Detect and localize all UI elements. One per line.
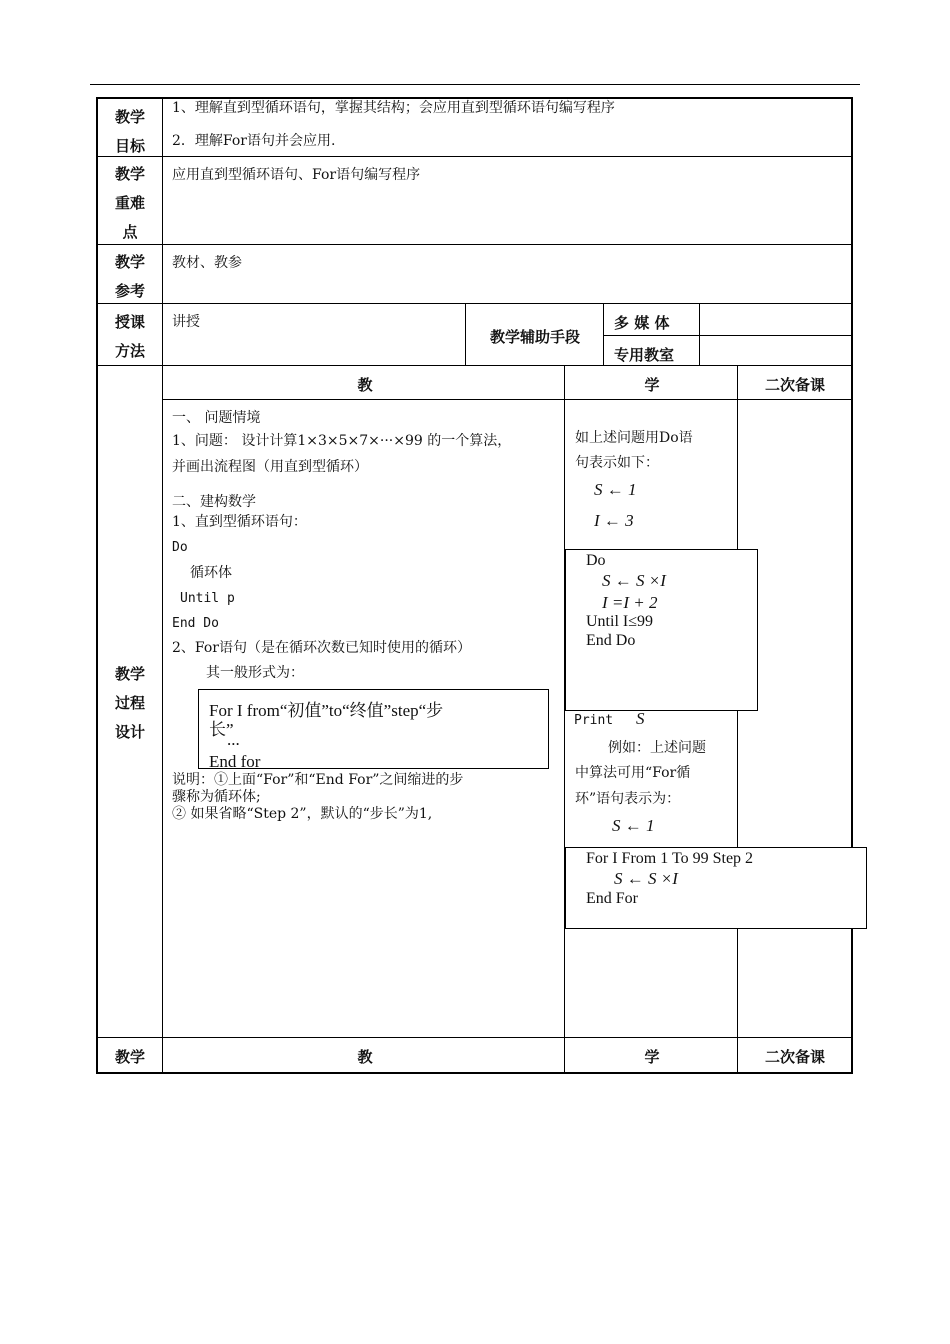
ref-label: 教学 参考 xyxy=(114,253,145,300)
learn-init-i: I ← 3 xyxy=(594,511,634,530)
do-until: Until I≤99 xyxy=(586,613,653,630)
example-line-2: 中算法可用“For循 xyxy=(575,765,691,781)
print-keyword: Print xyxy=(574,713,614,728)
ref-text: 教材、教参 xyxy=(172,255,242,271)
aid-label: 教学辅助手段 xyxy=(489,328,580,346)
general-form-intro: 其一般形式为： xyxy=(206,665,304,681)
for-syntax-end: End for xyxy=(209,752,261,769)
code-end-do: End Do xyxy=(172,616,219,631)
method-label: 授课 方法 xyxy=(114,313,145,360)
do-loop-box xyxy=(565,549,758,711)
for-example-line-2: S ← S ×I xyxy=(614,869,678,888)
header-teach: 教 xyxy=(357,376,373,394)
key-text: 应用直到型循环语句、For语句编写程序 xyxy=(172,167,421,183)
for-syntax-box xyxy=(198,689,549,769)
for-statement-title: 2、For语句（是在循环次数已知时使用的循环） xyxy=(172,640,471,656)
code-body: 循环体 xyxy=(190,565,232,581)
footer-label: 教学 xyxy=(114,1048,145,1066)
do-assign-s: S ← S ×I xyxy=(602,571,666,590)
key-label: 教学 重难 点 xyxy=(114,165,145,241)
footer-teach: 教 xyxy=(357,1048,373,1066)
note-line-1: 说明：①上面“For”和“End For”之间缩进的步 xyxy=(172,772,464,788)
goal-label: 教学 目标 xyxy=(114,108,145,155)
question-line-1: 1、问题： 设计计算1×3×5×7×···×99 的一个算法， xyxy=(172,433,512,449)
header-second: 二次备课 xyxy=(764,376,825,394)
section-2-title: 二、建构数学 xyxy=(172,494,256,510)
note-line-2: 骤称为循环体; xyxy=(172,789,261,805)
learn-intro-1: 如上述问题用Do语 xyxy=(575,430,693,446)
aid-item-multimedia: 多 媒 体 xyxy=(614,314,670,332)
for-example-box xyxy=(565,847,867,929)
header-learn: 学 xyxy=(644,376,660,394)
code-do: Do xyxy=(172,540,188,555)
learn-init-s: S ← 1 xyxy=(594,480,637,499)
for-syntax-line-1: For I from“初值”to“终值”step“步 xyxy=(209,701,444,720)
for-example-line-3: End For xyxy=(586,890,638,907)
code-until: Until p xyxy=(180,591,235,606)
do-line: Do xyxy=(586,552,606,569)
question-line-2: 并画出流程图（用直到型循环） xyxy=(172,459,368,475)
print-var: S xyxy=(636,709,645,728)
aid-item-classroom: 专用教室 xyxy=(614,346,675,364)
do-end: End Do xyxy=(586,632,636,649)
footer-second: 二次备课 xyxy=(764,1048,825,1066)
section-1-title: 一、 问题情境 xyxy=(172,410,261,426)
learn-intro-2: 句表示如下： xyxy=(575,455,659,471)
note-line-3: ② 如果省略“Step 2”，默认的“步长”为1, xyxy=(172,806,433,822)
top-rule xyxy=(90,84,860,85)
method-text: 讲授 xyxy=(172,314,200,330)
until-loop-title: 1、直到型循环语句： xyxy=(172,514,307,530)
process-label: 教学 过程 设计 xyxy=(114,665,145,741)
example-line-3: 环”语句表示为： xyxy=(575,791,681,807)
goal-line-1: 1、理解直到型循环语句，掌握其结构；会应用直到型循环语句编写程序 xyxy=(172,100,615,116)
for-syntax-ellipsis: ... xyxy=(227,730,240,749)
goal-line-2: 2．理解For语句并会应用. xyxy=(172,133,336,149)
do-assign-i: I =I + 2 xyxy=(602,593,658,612)
footer-learn: 学 xyxy=(644,1048,660,1066)
example-init-s: S ← 1 xyxy=(612,816,655,835)
example-line-1: 例如：上述问题 xyxy=(608,740,706,756)
for-syntax-line-2: 长” xyxy=(209,720,234,739)
for-example-line-1: For I From 1 To 99 Step 2 xyxy=(586,850,754,867)
